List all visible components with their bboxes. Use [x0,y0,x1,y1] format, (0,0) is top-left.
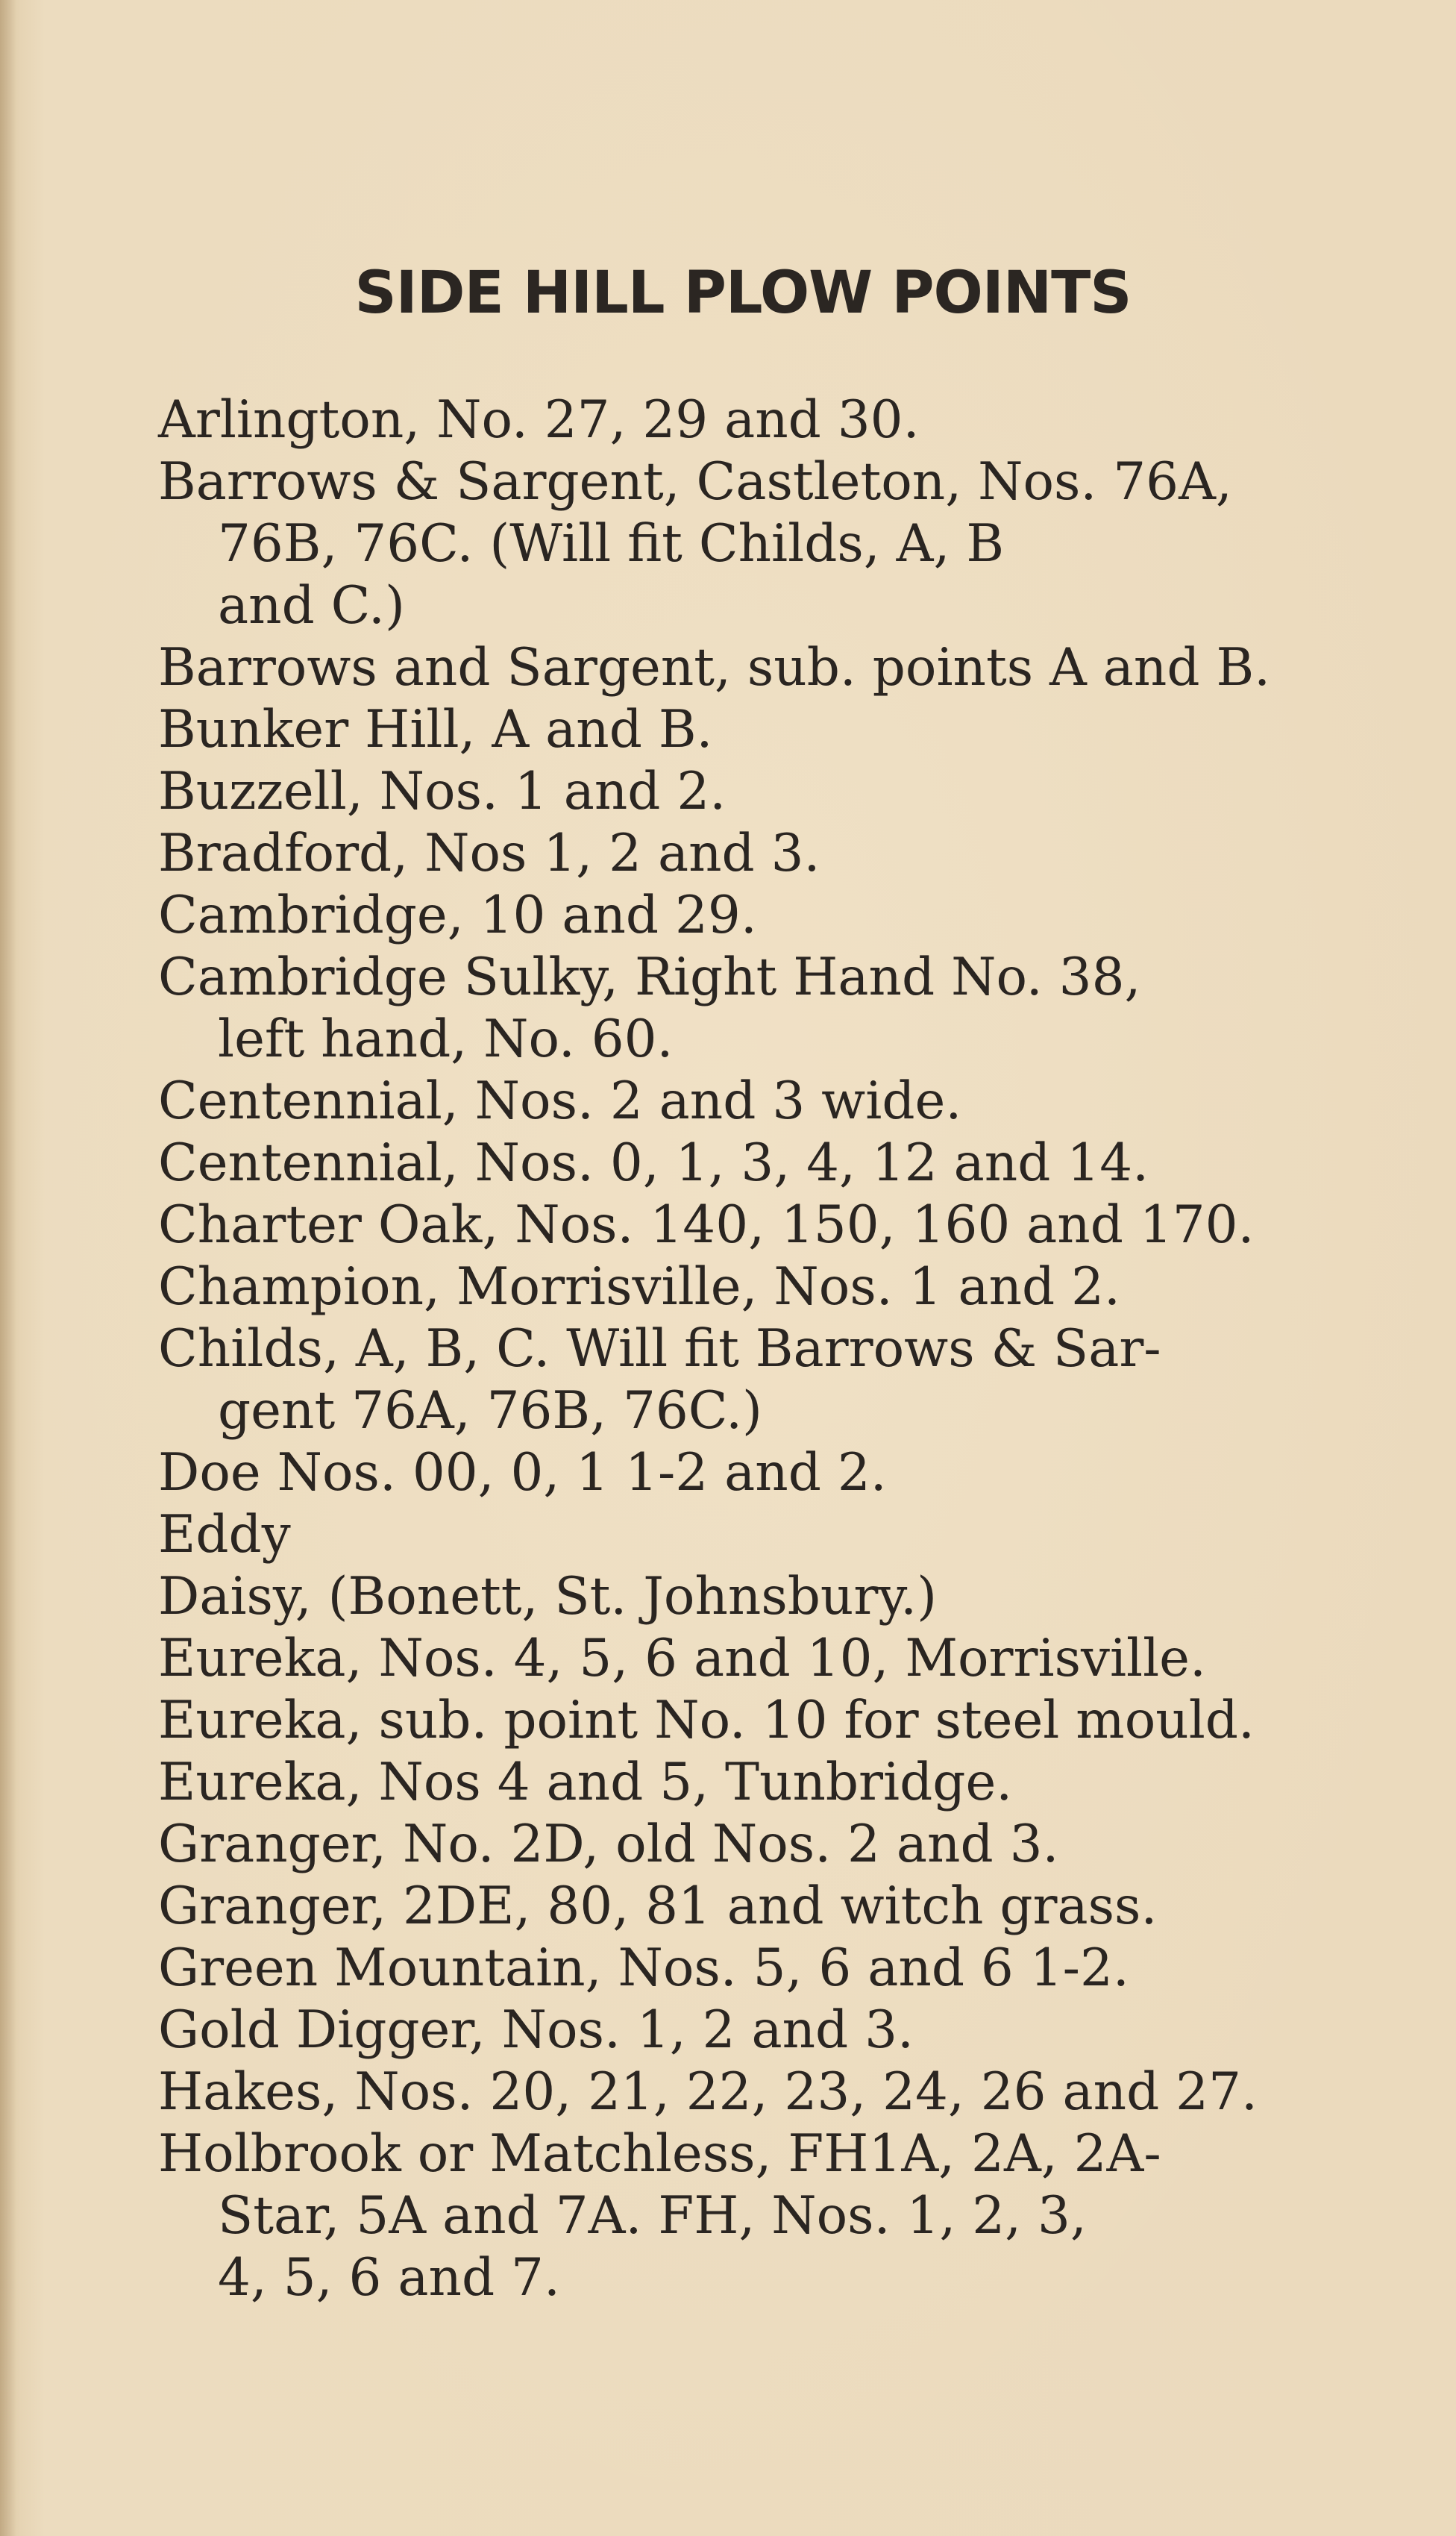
entry-line: Cambridge Sulky, Right Hand No. 38, [158,948,1141,1007]
entry-line: Green Mountain, Nos. 5, 6 and 6 1-2. [158,1938,1129,1998]
list-item [158,1752,1352,1814]
entry-line: Champion, Morrisville, Nos. 1 and 2. [158,1257,1120,1317]
entry-continuation-line: 76B, 76C. (Will fit Childs, A, B [218,514,1005,574]
entry-line: Cambridge, 10 and 29. [158,886,757,945]
entry-line: Centennial, Nos. 2 and 3 wide. [158,1071,962,1131]
entry-line: Buzzell, Nos. 1 and 2. [158,762,727,821]
entry-line: Charter Oak, Nos. 140, 150, 160 and 170. [158,1195,1255,1255]
entry-line: Holbrook or Matchless, FH1A, 2A, 2A- [158,2124,1161,2184]
list-item [158,699,1352,761]
list-item [158,885,1352,947]
list-item [158,761,1352,823]
list-item [158,947,1352,1071]
page-gutter-shadow [0,0,16,2536]
entry-line: Hakes, Nos. 20, 21, 22, 23, 24, 26 and 27. [158,2062,1258,2122]
entry-line: Granger, 2DE, 80, 81 and witch grass. [158,1876,1158,1936]
list-item [158,2061,1352,2123]
list-item [158,1195,1352,1256]
entry-line: Childs, A, B, C. Will fit Barrows & Sar- [158,1319,1161,1379]
list-item [158,451,1352,637]
entry-continuation-line: gent 76A, 76B, 76C.) [218,1381,762,1441]
entry-line: Centennial, Nos. 0, 1, 3, 4, 12 and 14. [158,1133,1149,1193]
list-item [158,1318,1352,1442]
list-item [158,1504,1352,1566]
entry-line: Eureka, Nos 4 and 5, Tunbridge. [158,1753,1013,1812]
entry-line: Granger, No. 2D, old Nos. 2 and 3. [158,1815,1059,1874]
entry-line: Bunker Hill, A and B. [158,700,713,760]
entry-line: Barrows and Sargent, sub. points A and B. [158,638,1271,698]
list-item [158,1938,1352,2000]
list-item [158,823,1352,885]
list-item [158,637,1352,699]
entry-line: Gold Digger, Nos. 1, 2 and 3. [158,2000,914,2060]
plow-points-list [158,389,1352,2309]
list-item [158,2123,1352,2309]
list-item [158,1690,1352,1752]
entry-continuation-line: 4, 5, 6 and 7. [218,2248,560,2308]
list-item [158,1071,1352,1133]
entry-line: Arlington, No. 27, 29 and 30. [158,390,920,450]
entry-line: Eddy [158,1505,291,1565]
list-item [158,389,1352,451]
list-item [158,1876,1352,1938]
page-heading: SIDE HILL PLOW POINTS [354,260,1132,327]
entry-line: Bradford, Nos 1, 2 and 3. [158,824,820,883]
list-item [158,1814,1352,1876]
list-item [158,1133,1352,1195]
entry-line: Barrows & Sargent, Castleton, Nos. 76A, [158,452,1232,512]
list-item [158,1442,1352,1504]
list-item [158,1566,1352,1628]
entry-line: Eureka, Nos. 4, 5, 6 and 10, Morrisville. [158,1629,1206,1688]
entry-continuation-line: left hand, No. 60. [218,1009,674,1069]
list-item [158,1256,1352,1318]
entry-line: Eureka, sub. point No. 10 for steel mould. [158,1691,1255,1750]
list-item [158,1628,1352,1690]
entry-continuation-line: Star, 5A and 7A. FH, Nos. 1, 2, 3, [218,2186,1087,2246]
entry-line: Daisy, (Bonett, St. Johnsbury.) [158,1567,937,1627]
entry-line: Doe Nos. 00, 0, 1 1-2 and 2. [158,1443,887,1503]
list-item [158,2000,1352,2061]
entry-continuation-line: and C.) [218,576,405,636]
